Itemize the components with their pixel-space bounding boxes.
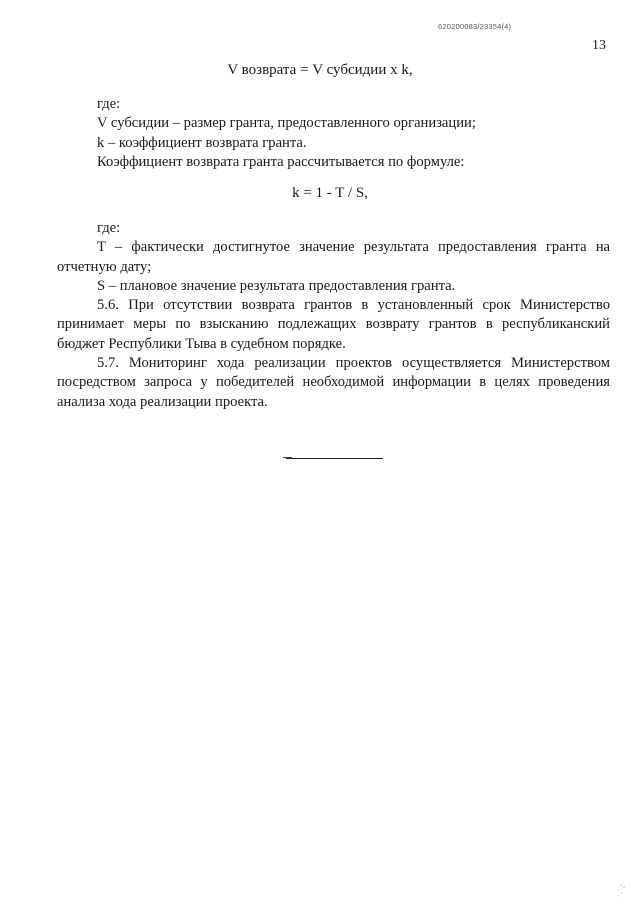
definitions-block-1 [97,95,610,172]
k-definition: k – коэффициент возврата гранта. [97,134,307,151]
end-of-document-rule [286,458,383,459]
coefficient-formula: k = 1 - T / S, [292,185,368,201]
clause-5-7: 5.7. Мониторинг хода реализации проектов осуществляется Министерством посредством запроса у победителей необходимой информации в целях проведения анализа хода реализации проекта. [57,355,610,410]
clause-5-6: 5.6. При отсутствии возврата грантов в установленный срок Министерство принимает меры по взысканию подлежащих возврату грантов в республиканский бюджет Республики Тыва в судебном порядке. [57,297,610,352]
where-label: где: [97,220,121,236]
definitions-block-2 [57,219,610,412]
scan-corner-marks [612,882,630,900]
page-number: 13 [592,38,606,53]
s-definition: S – плановое значение результата предоставления гранта. [97,277,456,294]
v-subsidy-definition: V субсидии – размер гранта, предоставленного организации; [97,115,476,132]
where-label: где: [97,96,121,112]
coefficient-intro: Коэффициент возврата гранта рассчитывается по формуле: [97,153,465,170]
t-definition: T – фактически достигнутое значение результата предоставления гранта на отчетную дату; [57,239,610,275]
document-code: 620200083/23354(4) [438,22,512,31]
refund-formula: V возврата = V субсидии x k, [227,62,413,78]
